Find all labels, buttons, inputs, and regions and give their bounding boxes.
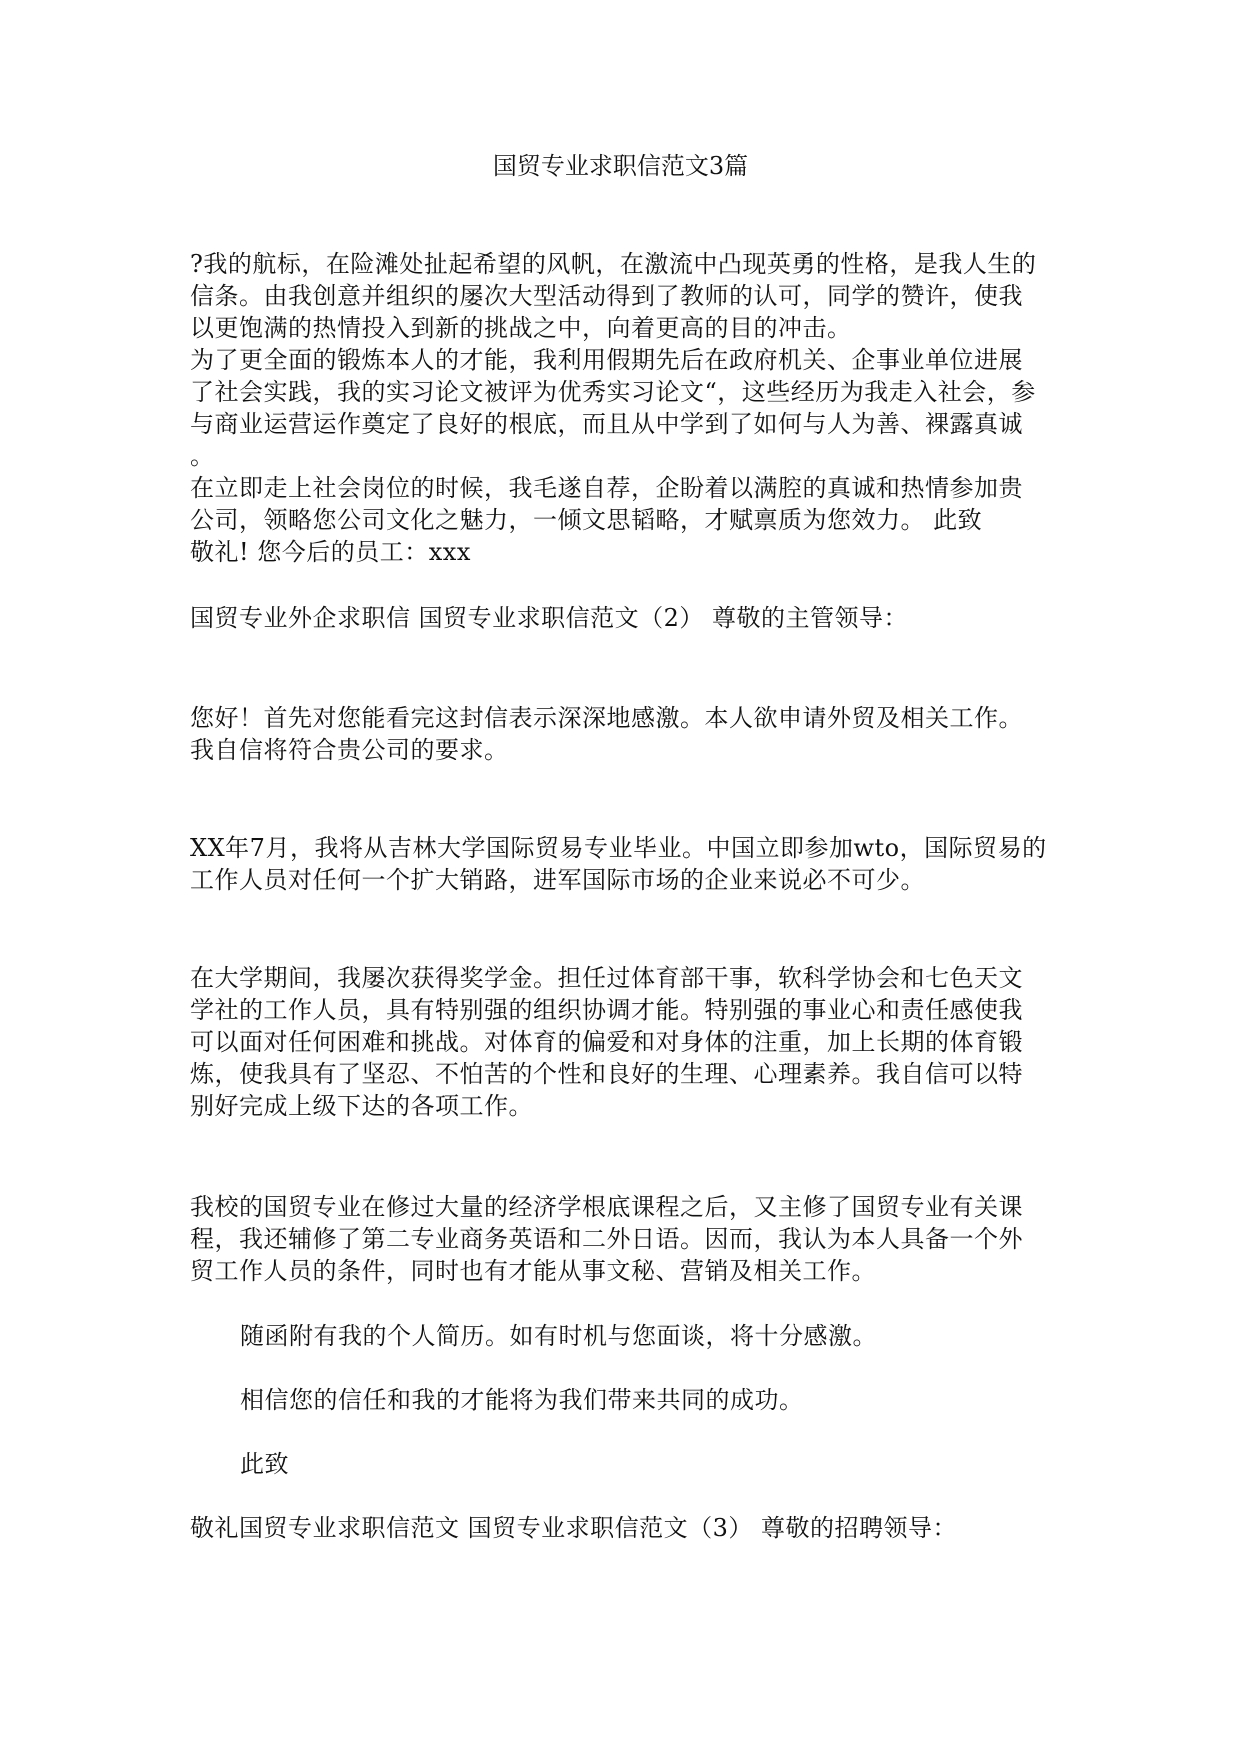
text-line: 程，我还辅修了第二专业商务英语和二外日语。因而，我认为本人具备一个外 bbox=[190, 1225, 1023, 1253]
text-line: 公司，领略您公司文化之魅力，一倾文思韬略，才赋禀质为您效力。 此致 bbox=[190, 506, 983, 534]
paragraph bbox=[240, 1384, 1060, 1416]
text-line: 炼，使我具有了坚忍、不怕苦的个性和良好的生理、心理素养。我自信可以特 bbox=[190, 1060, 1023, 1088]
text-line: 此致 bbox=[240, 1450, 289, 1478]
paragraph bbox=[190, 248, 1060, 568]
text-line: 在大学期间，我屡次获得奖学金。担任过体育部干事，软科学协会和七色天文 bbox=[190, 964, 1023, 992]
text-line: 在立即走上社会岗位的时候，我毛遂自荐，企盼着以满腔的真诚和热情参加贵 bbox=[190, 474, 1023, 502]
text-line: 敬礼国贸专业求职信范文 国贸专业求职信范文（3） 尊敬的招聘领导： bbox=[190, 1514, 958, 1542]
text-line: 相信您的信任和我的才能将为我们带来共同的成功。 bbox=[240, 1386, 804, 1414]
text-line: 。 bbox=[190, 442, 215, 470]
paragraph bbox=[190, 1512, 1060, 1544]
text-line: 我校的国贸专业在修过大量的经济学根底课程之后，又主修了国贸专业有关课 bbox=[190, 1193, 1023, 1221]
paragraph bbox=[190, 1191, 1060, 1287]
paragraph bbox=[190, 962, 1060, 1122]
text-line: 随函附有我的个人简历。如有时机与您面谈，将十分感激。 bbox=[240, 1322, 877, 1350]
text-line: 了社会实践，我的实习论文被评为优秀实习论文“，这些经历为我走入社会，参 bbox=[190, 378, 1036, 406]
document-title: 国贸专业求职信范文3篇 bbox=[492, 152, 749, 180]
text-line: 我自信将符合贵公司的要求。 bbox=[190, 736, 509, 764]
paragraph bbox=[190, 702, 1060, 766]
text-line: ?我的航标，在险滩处扯起希望的风帆，在激流中凸现英勇的性格，是我人生的 bbox=[190, 250, 1037, 278]
text-line: 与商业运营运作奠定了良好的根底，而且从中学到了如何与人为善、裸露真诚 bbox=[190, 410, 1023, 438]
text-line: 以更饱满的热情投入到新的挑战之中，向着更高的目的冲击。 bbox=[190, 314, 852, 342]
text-line: 别好完成上级下达的各项工作。 bbox=[190, 1092, 533, 1120]
text-line: 为了更全面的锻炼本人的才能，我利用假期先后在政府机关、企事业单位进展 bbox=[190, 346, 1023, 374]
text-line: 信条。由我创意并组织的屡次大型活动得到了教师的认可，同学的赞许，使我 bbox=[190, 282, 1023, 310]
text-line: 敬礼! 您今后的员工：xxx bbox=[190, 538, 471, 566]
paragraph bbox=[240, 1320, 1060, 1352]
text-line: 您好！首先对您能看完这封信表示深深地感激。本人欲申请外贸及相关工作。 bbox=[190, 704, 1023, 732]
paragraph bbox=[240, 1448, 1060, 1480]
text-line: XX年7月，我将从吉林大学国际贸易专业毕业。中国立即参加wto，国际贸易的 bbox=[190, 834, 1047, 862]
text-line: 学社的工作人员，具有特别强的组织协调才能。特别强的事业心和责任感使我 bbox=[190, 996, 1023, 1024]
text-line: 贸工作人员的条件，同时也有才能从事文秘、营销及相关工作。 bbox=[190, 1257, 876, 1285]
text-line: 可以面对任何困难和挑战。对体育的偏爱和对身体的注重，加上长期的体育锻 bbox=[190, 1028, 1023, 1056]
text-line: 工作人员对任何一个扩大销路，进军国际市场的企业来说必不可少。 bbox=[190, 866, 925, 894]
text-line: 国贸专业外企求职信 国贸专业求职信范文（2） 尊敬的主管领导： bbox=[190, 604, 909, 632]
paragraph bbox=[190, 832, 1060, 896]
paragraph bbox=[190, 602, 1060, 634]
